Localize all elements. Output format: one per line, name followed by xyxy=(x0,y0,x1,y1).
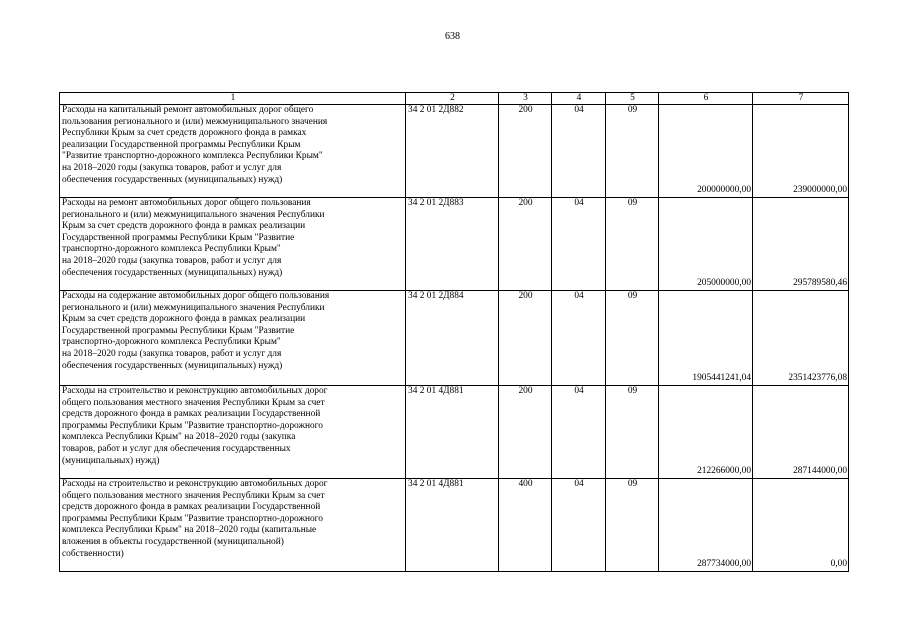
section-code: 04 xyxy=(552,386,606,479)
amount-year-1: 200000000,00 xyxy=(659,105,753,198)
amount-year-1: 1905441241,04 xyxy=(659,291,753,386)
section-code: 04 xyxy=(552,291,606,386)
amount-year-2: 239000000,00 xyxy=(753,105,849,198)
budget-code: 34 2 01 4Д881 xyxy=(406,386,499,479)
column-number: 5 xyxy=(606,93,659,105)
expense-description: Расходы на строительство и реконструкцию автомобильных дорог общего пользования местного значения Республики Крым за счет средств дорожного фонда в рамках реализации Государственной программы Республики Крым "Развитие транспортно-дорожного комплекса Республики Крым" на 2018–2020 годы (закупка товаров, работ и услуг для обеспечения государственных (муниципальных) нужд) xyxy=(60,386,406,479)
expense-description: Расходы на капитальный ремонт автомобильных дорог общего пользования регионального и (или) межмуниципального значения Республики Крым за счет средств дорожного фонда в рамках реализации Государственной программы Республики Крым "Развитие транспортно-дорожного комплекса Республики Крым" на 2018–2020 годы (закупка товаров, работ и услуг для обеспечения государственных (муниципальных) нужд) xyxy=(60,105,406,198)
budget-code: 34 2 01 2Д883 xyxy=(406,198,499,291)
column-number: 7 xyxy=(753,93,849,105)
subsection-code: 09 xyxy=(606,291,659,386)
budget-code: 34 2 01 4Д881 xyxy=(406,479,499,572)
budget-table xyxy=(59,92,849,572)
expense-description: Расходы на ремонт автомобильных дорог общего пользования регионального и (или) межмуниципального значения Республики Крым за счет средств дорожного фонда в рамках реализации Государственной программы Республики Крым "Развитие транспортно-дорожного комплекса Республики Крым" на 2018–2020 годы (закупка товаров, работ и услуг для обеспечения государственных (муниципальных) нужд) xyxy=(60,198,406,291)
expense-type-code: 400 xyxy=(499,479,552,572)
amount-year-2: 0,00 xyxy=(753,479,849,572)
subsection-code: 09 xyxy=(606,105,659,198)
budget-code: 34 2 01 2Д884 xyxy=(406,291,499,386)
table-row xyxy=(60,386,849,479)
column-number: 4 xyxy=(552,93,606,105)
section-code: 04 xyxy=(552,105,606,198)
subsection-code: 09 xyxy=(606,479,659,572)
expense-type-code: 200 xyxy=(499,386,552,479)
amount-year-2: 295789580,46 xyxy=(753,198,849,291)
subsection-code: 09 xyxy=(606,198,659,291)
table-row xyxy=(60,291,849,386)
expense-description: Расходы на содержание автомобильных дорог общего пользования регионального и (или) межмуниципального значения Республики Крым за счет средств дорожного фонда в рамках реализации Государственной программы Республики Крым "Развитие транспортно-дорожного комплекса Республики Крым" на 2018–2020 годы (закупка товаров, работ и услуг для обеспечения государственных (муниципальных) нужд) xyxy=(60,291,406,386)
section-code: 04 xyxy=(552,479,606,572)
amount-year-2: 2351423776,08 xyxy=(753,291,849,386)
budget-code: 34 2 01 2Д882 xyxy=(406,105,499,198)
amount-year-1: 205000000,00 xyxy=(659,198,753,291)
subsection-code: 09 xyxy=(606,386,659,479)
column-number: 1 xyxy=(60,93,406,105)
column-number: 6 xyxy=(659,93,753,105)
table-row xyxy=(60,105,849,198)
expense-description: Расходы на строительство и реконструкцию автомобильных дорог общего пользования местного значения Республики Крым за счет средств дорожного фонда в рамках реализации Государственной программы Республики Крым "Развитие транспортно-дорожного комплекса Республики Крым" на 2018–2020 годы (капитальные вложения в объекты государственной (муниципальной) собственности) xyxy=(60,479,406,572)
expense-type-code: 200 xyxy=(499,291,552,386)
amount-year-1: 212266000,00 xyxy=(659,386,753,479)
expense-type-code: 200 xyxy=(499,105,552,198)
page-number: 638 xyxy=(445,31,460,42)
column-number: 2 xyxy=(406,93,499,105)
section-code: 04 xyxy=(552,198,606,291)
amount-year-1: 287734000,00 xyxy=(659,479,753,572)
amount-year-2: 287144000,00 xyxy=(753,386,849,479)
table-row xyxy=(60,198,849,291)
column-number-header-row xyxy=(60,93,849,105)
column-number: 3 xyxy=(499,93,552,105)
table-row xyxy=(60,479,849,572)
expense-type-code: 200 xyxy=(499,198,552,291)
